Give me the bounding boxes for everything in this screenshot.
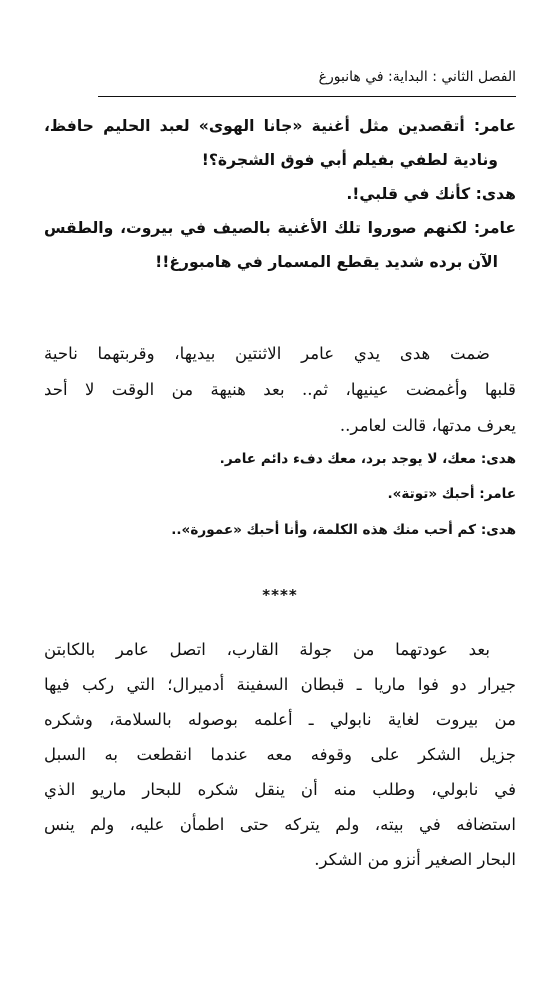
narration-line: قلبها وأغمضت عينيها، ثم.. بعد هنيهة من الوقت لا أحد	[44, 380, 516, 399]
section-separator: ****	[262, 586, 298, 604]
running-header: الفصل الثاني : البداية: في هانبورغ	[318, 69, 516, 85]
dialogue-line: عامر: لكنهم صوروا تلك الأغنية بالصيف في بيروت، والطقس	[44, 219, 516, 237]
dialogue-line: هدى: كم أحب منك هذه الكلمة، وأنا أحبك «عمورة»..	[171, 522, 516, 538]
narration-line: من بيروت لغاية نابولي ـ أعلمه بوصوله بالسلامة، وشكره	[44, 710, 516, 729]
dialogue-line: الآن برده شديد يقطع المسمار في هامبورغ!!	[155, 253, 498, 271]
narration-line: جزيل الشكر على وقوفه معه عندما انقطعت به السبل	[44, 745, 516, 764]
narration-line: يعرف مدتها، قالت لعامر..	[339, 416, 516, 435]
dialogue-line: هدى: كأنك في قلبي!.	[346, 185, 516, 203]
header-rule	[98, 96, 516, 97]
narration-line: البحار الصغير أنزو من الشكر.	[314, 850, 516, 869]
narration-line: ضمت هدى يدي عامر الاثنتين بيديها، وقربتهما ناحية	[44, 344, 490, 363]
book-page	[44, 0, 516, 1000]
narration-line: بعد عودتهما من جولة القارب، اتصل عامر بالكابتن	[44, 640, 490, 659]
dialogue-line: عامر: أتقصدين مثل أغنية «جانا الهوى» لعبد الحليم حافظ،	[44, 117, 516, 135]
narration-line: استضافه في بيته، ولم يتركه حتى اطمأن عليه، ولم ينس	[44, 815, 516, 834]
dialogue-line: ونادية لطفي بفيلم أبي فوق الشجرة؟!	[201, 151, 498, 169]
narration-line: جيرار دو فوا ماريا ـ قبطان السفينة أدميرال؛ التي ركب فيها	[44, 675, 516, 694]
dialogue-line: هدى: معك، لا يوجد برد، معك دفء دائم عامر.	[219, 451, 516, 467]
narration-line: في نابولي، وطلب منه أن ينقل شكره للبحار ماريو الذي	[44, 780, 516, 799]
dialogue-line: عامر: أحبك «توتة».	[387, 486, 516, 502]
